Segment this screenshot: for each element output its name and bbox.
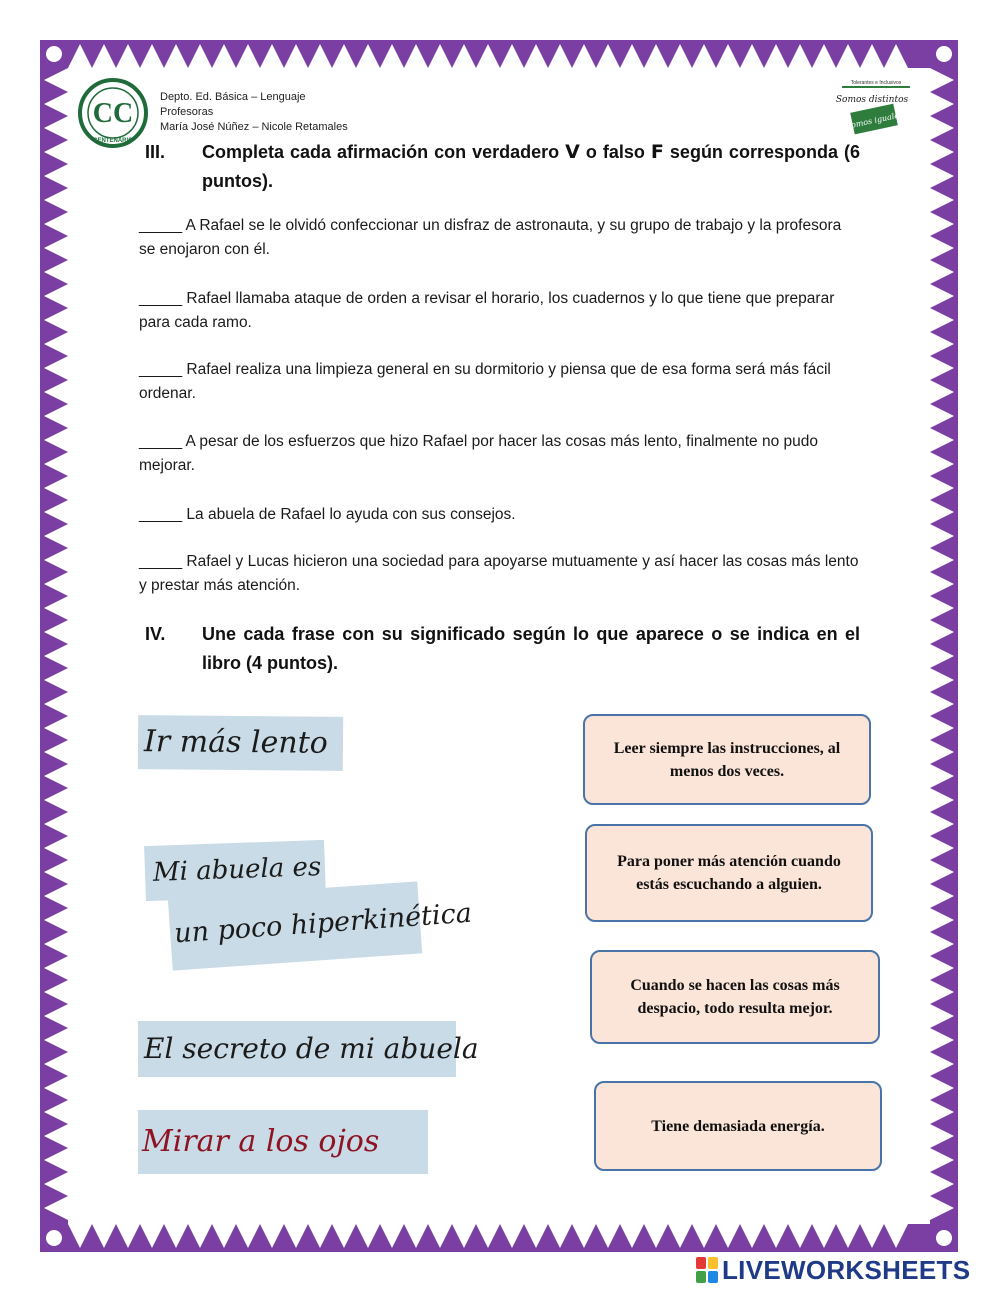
meaning-box-4[interactable]: Tiene demasiada energía. — [594, 1081, 882, 1171]
role-label: Profesoras — [160, 106, 214, 118]
svg-text:Tolerantes e Inclusivos: Tolerantes e Inclusivos — [850, 80, 902, 86]
section-4-title: IV. Une cada frase con su significado según lo que aparece o se indica en el libro (4 puntos). — [145, 620, 860, 678]
phrase-mirar-a-los-ojos[interactable]: Mirar a los ojos — [138, 1110, 428, 1174]
section-4-number: IV. — [145, 624, 166, 644]
statement-5[interactable]: _____ La abuela de Rafael lo ayuda con sus consejos. — [139, 506, 516, 523]
department-label: Depto. Ed. Básica – Lenguaje — [160, 91, 306, 103]
meaning-box-1[interactable]: Leer siempre las instrucciones, al menos dos veces. — [583, 714, 871, 805]
statement-2[interactable]: _____ Rafael llamaba ataque de orden a revisar el horario, los cuadernos y lo que tiene que preparar para cada ramo. — [139, 290, 835, 331]
statement-6[interactable]: _____ Rafael y Lucas hicieron una sociedad para apoyarse mutuamente y así hacer las cosas más lento y prestar más atención. — [139, 553, 859, 594]
section-3-number: III. — [145, 142, 166, 162]
svg-text:Somos distintos: Somos distintos — [835, 95, 909, 105]
meaning-box-3[interactable]: Cuando se hacen las cosas más despacio, todo resulta mejor. — [590, 950, 880, 1044]
liveworksheets-brand[interactable]: LIVEWORKSHEETS — [696, 1255, 970, 1285]
svg-text:Somos iguales: Somos iguales — [844, 109, 904, 131]
svg-text:CENTENARIO: CENTENARIO — [93, 138, 133, 144]
meaning-box-2[interactable]: Para poner más atención cuando estás escuchando a alguien. — [585, 824, 873, 922]
phrase-mi-abuela-es-a[interactable]: Mi abuela es — [144, 840, 326, 901]
school-logo — [78, 78, 148, 148]
teachers-label: María José Núñez – Nicole Retamales — [160, 121, 348, 133]
true-letter: V — [565, 141, 580, 163]
phrase-mi-abuela-es-b[interactable]: un poco hiperkinética — [168, 881, 422, 970]
inclusion-logo — [835, 78, 914, 136]
phrase-el-secreto[interactable]: El secreto de mi abuela — [138, 1021, 456, 1077]
statement-4[interactable]: _____ A pesar de los esfuerzos que hizo Rafael por hacer las cosas más lento, finalmente no pudo mejorar. — [139, 433, 818, 474]
svg-text:CC: CC — [92, 98, 134, 129]
phrase-ir-mas-lento[interactable]: Ir más lento — [138, 715, 343, 771]
section-3-title: III. Completa cada afirmación con verdadero V o falso F según corresponda (6 puntos). — [145, 138, 860, 196]
liveworksheets-logo-icon — [696, 1257, 718, 1283]
header-info — [160, 90, 348, 135]
statement-3[interactable]: _____ Rafael realiza una limpieza general en su dormitorio y piensa que de esa forma será más fácil ordenar. — [139, 361, 831, 402]
statement-1[interactable]: _____ A Rafael se le olvidó confeccionar un disfraz de astronauta, y su grupo de trabajo y la profesora se enojaron con él. — [139, 217, 842, 258]
false-letter: F — [650, 141, 664, 163]
